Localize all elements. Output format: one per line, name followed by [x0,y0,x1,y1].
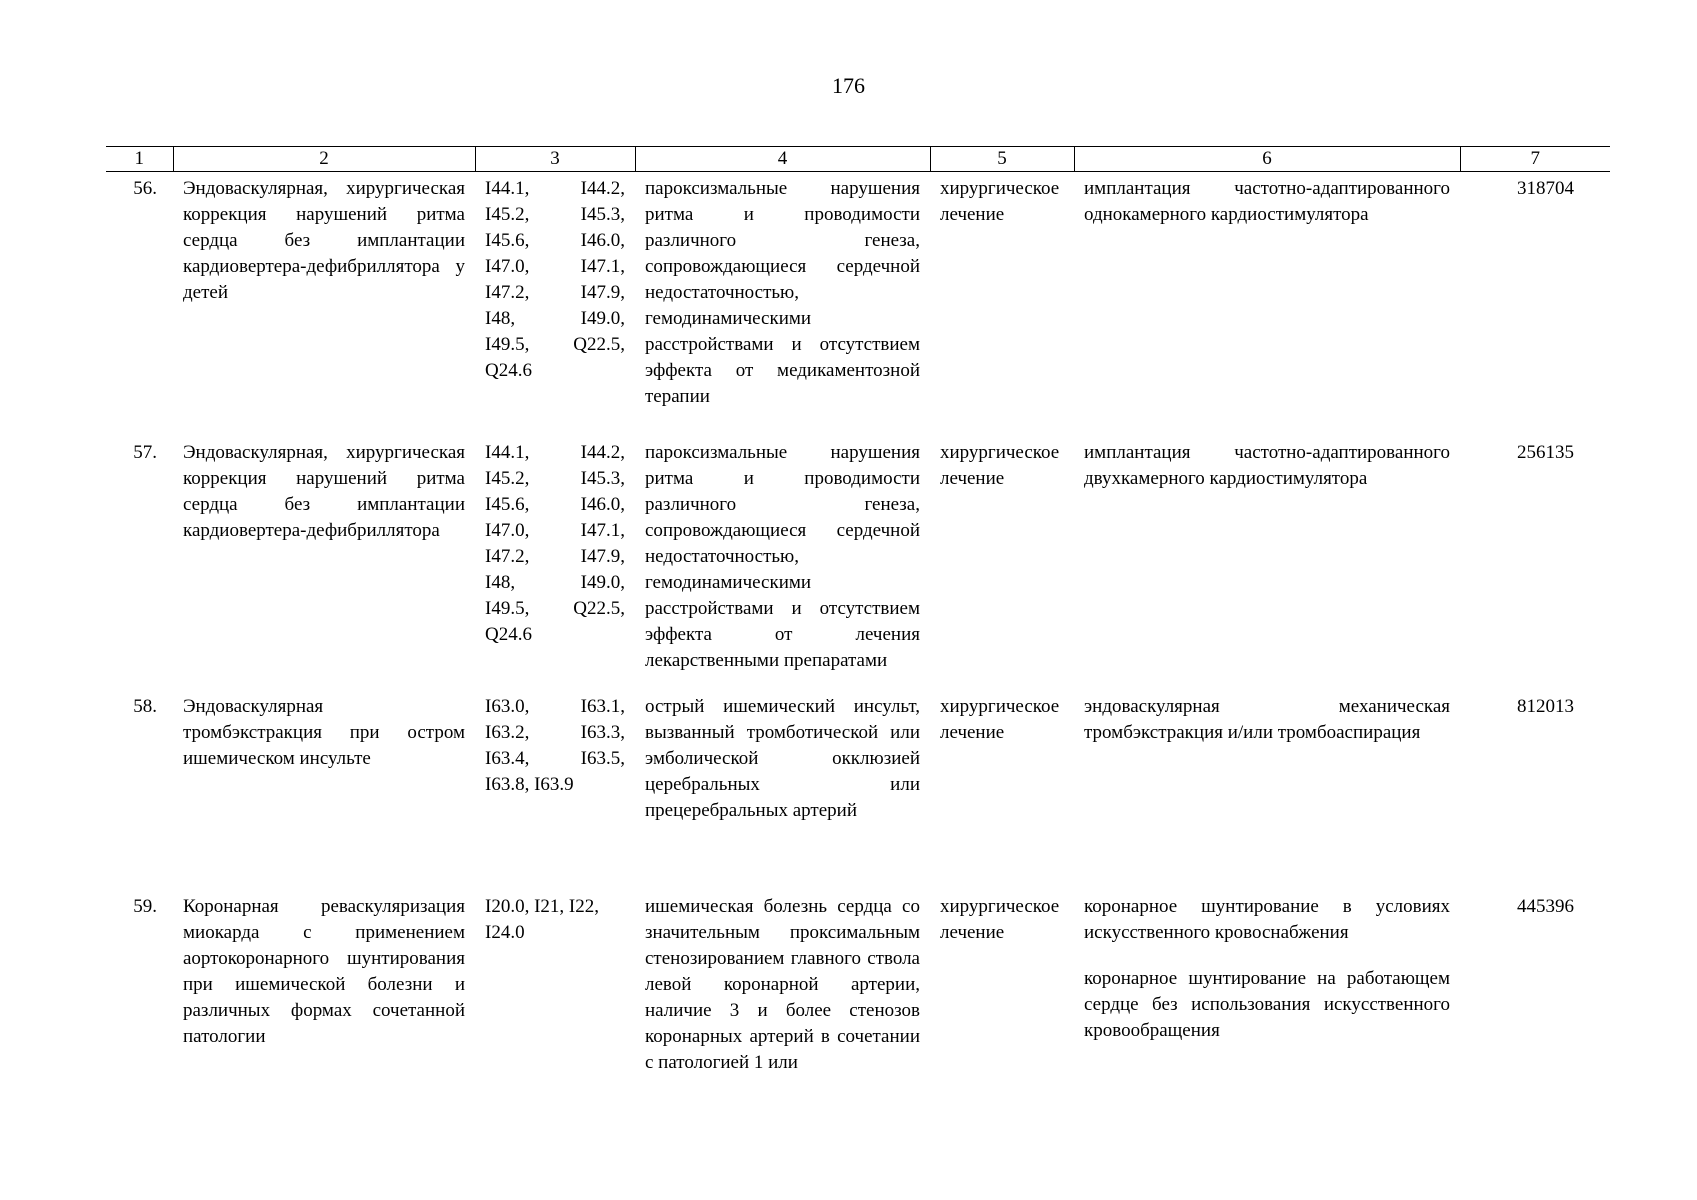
cost-value: 445396 [1517,896,1574,917]
icd-line: I63.0, I63.1, [485,696,625,717]
icd-line: I45.2, I45.3, [485,204,625,225]
table-row [106,890,1610,1114]
patient-model: пароксизмальные нарушения ритма и проводимости различного генеза, сопровождающиеся сердечной недостаточностью, гемодинамическими расстройствами и отсутствием эффекта от медикаментозной терапии [645,178,920,407]
icd-line: I45.6, I46.0, [485,230,625,251]
column-header-4: 4 [635,147,930,172]
treatment-type: хирургическое лечение [940,696,1060,743]
medical-care-table [106,146,1610,1114]
table-header-row [106,147,1610,172]
icd-line: I47.0, I47.1, [485,520,625,541]
icd-line: I24.0 [485,922,525,943]
treatment-method: эндоваскулярная механическая тромбэкстракция и/или тромбоаспирация [1084,696,1450,743]
patient-model: острый ишемический инсульт, вызванный тромботической или эмболической окклюзией церебральных или прецеребральных артерий [645,696,920,821]
column-header-5: 5 [930,147,1074,172]
page-number: 176 [832,73,865,98]
icd-line: I20.0, I21, I22, [485,896,599,917]
treatment-method: имплантация частотно-адаптированного однокамерного кардиостимулятора [1084,178,1450,225]
column-header-2: 2 [173,147,475,172]
care-type-name: Эндоваскулярная, хирургическая коррекция нарушений ритма сердца без имплантации кардиовертера-дефибриллятора [183,442,465,541]
treatment-methods [1074,436,1460,690]
row-number: 59. [133,896,157,917]
icd-codes [475,690,635,890]
patient-model: пароксизмальные нарушения ритма и проводимости различного генеза, сопровождающиеся сердечной недостаточностью, гемодинамическими расстройствами и отсутствием эффекта от лечения лекарственными препаратами [645,442,920,671]
icd-line: I47.0, I47.1, [485,256,625,277]
table-row [106,690,1610,890]
table-row [106,436,1610,690]
icd-codes [475,890,635,1114]
row-number: 58. [133,696,157,717]
care-type-name: Коронарная реваскуляризация миокарда с применением аортокоронарного шунтирования при ишемической болезни и различных формах сочетанной патологии [183,896,465,1047]
icd-codes [475,172,635,437]
icd-line: I49.5, Q22.5, [485,334,625,355]
icd-line: I47.2, I47.9, [485,282,625,303]
treatment-method: коронарное шунтирование в условиях искусственного кровоснабжения [1084,896,1450,943]
icd-line: I45.6, I46.0, [485,494,625,515]
column-header-6: 6 [1074,147,1460,172]
cost-value: 812013 [1517,696,1574,717]
icd-line: Q24.6 [485,624,532,645]
cost-value: 256135 [1517,442,1574,463]
icd-line: I47.2, I47.9, [485,546,625,567]
icd-line: I44.1, I44.2, [485,178,625,199]
treatment-type: хирургическое лечение [940,896,1060,943]
patient-model: ишемическая болезнь сердца со значительным проксимальным стенозированием главного ствола левой коронарной артерии, наличие 3 и более стенозов коронарных артерий в сочетании с патологией 1 или [645,896,920,1073]
icd-line: I63.8, I63.9 [485,774,574,795]
column-header-1: 1 [106,147,173,172]
icd-line: I44.1, I44.2, [485,442,625,463]
treatment-methods [1074,690,1460,890]
column-header-3: 3 [475,147,635,172]
icd-line: I63.2, I63.3, [485,722,625,743]
treatment-method: имплантация частотно-адаптированного двухкамерного кардиостимулятора [1084,442,1450,489]
icd-codes [475,436,635,690]
treatment-method: коронарное шунтирование на работающем сердце без использования искусственного кровообращения [1084,968,1450,1041]
treatment-type: хирургическое лечение [940,178,1060,225]
cost-value: 318704 [1517,178,1574,199]
icd-line: I45.2, I45.3, [485,468,625,489]
icd-line: I48, I49.0, [485,572,625,593]
icd-line: I48, I49.0, [485,308,625,329]
icd-line: I49.5, Q22.5, [485,598,625,619]
care-type-name: Эндоваскулярная тромбэкстракция при остром ишемическом инсульте [183,696,465,769]
icd-line: I63.4, I63.5, [485,748,625,769]
row-number: 57. [133,442,157,463]
icd-line: Q24.6 [485,360,532,381]
care-type-name: Эндоваскулярная, хирургическая коррекция нарушений ритма сердца без имплантации кардиовертера-дефибриллятора у детей [183,178,465,303]
treatment-methods [1074,890,1460,1114]
table-row [106,172,1610,437]
treatment-methods [1074,172,1460,437]
row-number: 56. [133,178,157,199]
treatment-type: хирургическое лечение [940,442,1060,489]
column-header-7: 7 [1460,147,1610,172]
